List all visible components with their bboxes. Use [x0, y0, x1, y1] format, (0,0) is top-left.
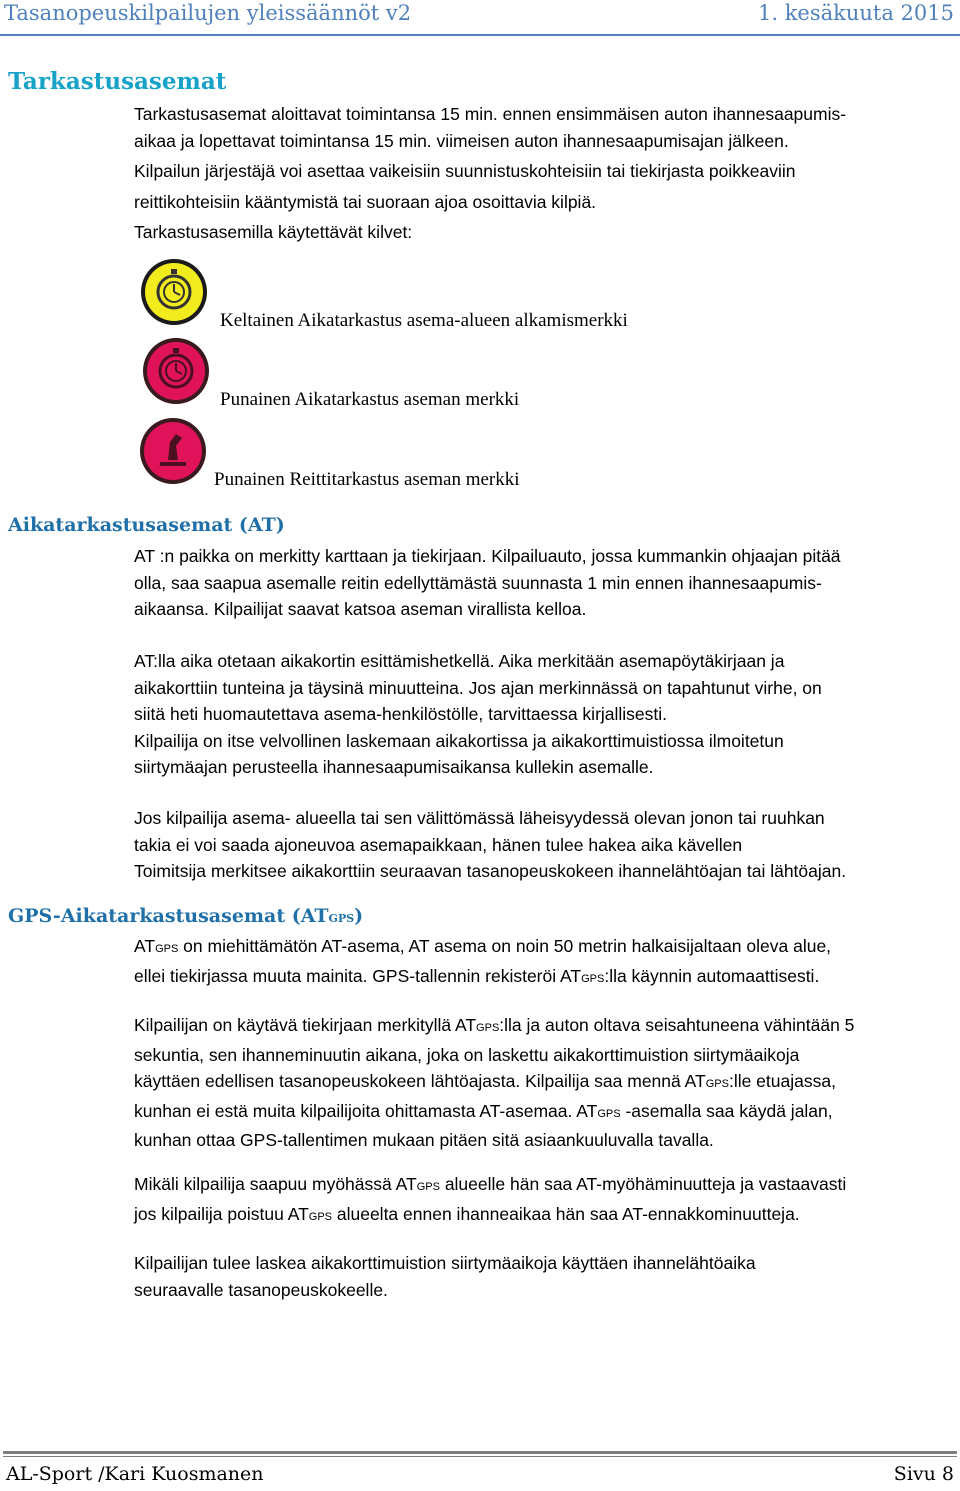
- text-line: siitä heti huomautettava asema-henkilöstölle, tarvittaessa kirjallisesti.: [134, 704, 668, 724]
- red-stamp-sign-icon: [138, 416, 208, 486]
- text-line: [134, 1201, 959, 1231]
- text-line: reittikohteisiin kääntymistä tai suoraan ajoa osoittavia kilpiä.: [134, 191, 597, 212]
- text-line: [134, 1098, 959, 1128]
- text-segment: on miehittämätön AT-asema, AT asema on noin 50 metrin halkaisijaltaan oleva alue,: [178, 936, 832, 956]
- text-segment: :lla käynnin automaattisesti.: [604, 965, 820, 986]
- text-segment: jos kilpailija poistuu AT: [134, 1203, 309, 1224]
- gps-subscript: GPS: [705, 1078, 729, 1090]
- text-line: aikaansa. Kilpailijat saavat katsoa aseman virallista kelloa.: [134, 599, 587, 619]
- text-line: aikaa ja lopettavat toimintansa 15 min. viimeisen auton ihannesaapumisajan jälkeen.: [134, 130, 789, 151]
- footer-author: AL-Sport /Kari Kuosmanen: [6, 1463, 264, 1485]
- sign-caption-yellow: Keltainen Aikatarkastus asema-alueen alkamismerkki: [220, 310, 628, 331]
- text-segment: Mikäli kilpailija saapuu myöhässä AT: [134, 1174, 417, 1194]
- text-segment: kunhan ei estä muita kilpailijoita ohittamasta AT-asemaa. AT: [134, 1100, 598, 1121]
- section2-paragraph-1: [134, 543, 959, 623]
- text-line: takia ei voi saada ajoneuvoa asemapaikkaan, hänen tulee hakea aika kävellen: [134, 834, 743, 855]
- text-line: Jos kilpailija asema- alueella tai sen välittömässä läheisyydessä olevan jonon tai ruuhkan: [134, 808, 825, 828]
- text-line: Kilpailija on itse velvollinen laskemaan aikakortissa ja aikakorttimuistiossa ilmoitetun: [134, 730, 784, 751]
- text-line: kunhan ottaa GPS-tallentimen mukaan pitäen sitä asiaankuuluvalla tavalla.: [134, 1130, 714, 1150]
- sign-caption-red-stamp: Punainen Reittitarkastus aseman merkki: [214, 469, 520, 490]
- section3-paragraph-3: [134, 1171, 959, 1230]
- gps-subscript: GPS: [416, 1181, 440, 1193]
- text-line: seuraavalle tasanopeuskokeelle.: [134, 1279, 388, 1300]
- gps-subscript: GPS: [476, 1022, 500, 1034]
- gps-subscript: GPS: [308, 1210, 332, 1223]
- text-line: Tarkastusasemat aloittavat toimintansa 15 min. ennen ensimmäisen auton ihannesaapumis-: [134, 104, 847, 124]
- text-segment: :lla ja auton oltava seisahtuneena vähintään 5: [499, 1015, 855, 1035]
- header-rule: [0, 34, 960, 36]
- text-segment: alueelle hän saa AT-myöhäminuutteja ja vastaavasti: [439, 1174, 847, 1194]
- yellow-clock-sign-icon: [139, 257, 209, 327]
- text-segment: alueelta ennen ihanneaikaa hän saa AT-ennakkominuutteja.: [332, 1203, 800, 1224]
- footer-rule: [3, 1451, 957, 1454]
- gps-subscript: GPS: [581, 972, 605, 985]
- text-line: Tarkastusasemilla käytettävät kilvet:: [134, 222, 413, 242]
- section-heading-tarkastusasemat: Tarkastusasemat: [8, 68, 227, 95]
- section-heading-gps-aikatarkastusasemat: [8, 905, 363, 927]
- text-line: Toimitsija merkitsee aikakorttiin seuraavan tasanopeuskokeen ihannelähtöajan tai lähtöajan.: [134, 861, 847, 881]
- text-line: olla, saa saapua asemalle reitin edellyttämästä suunnasta 1 min ennen ihannesaapumis-: [134, 572, 822, 593]
- gps-subscript: GPS: [597, 1107, 621, 1120]
- section1-paragraph: [134, 101, 959, 246]
- text-segment: Kilpailijan on käytävä tiekirjaan merkityllä AT: [134, 1015, 477, 1035]
- text-segment: käyttäen edellisen tasanopeuskokeen lähtöajasta. Kilpailija saa mennä AT: [134, 1071, 706, 1091]
- text-segment: ellei tiekirjassa muuta mainita. GPS-tallennin rekisteröi AT: [134, 965, 582, 986]
- footer-rule-thin: [3, 1456, 957, 1457]
- red-clock-sign-icon: [141, 336, 211, 406]
- text-line: sekuntia, sen ihanneminuutin aikana, joka on laskettu aikakorttimuistion siirtymäaikoja: [134, 1044, 800, 1065]
- heading-text: GPS-Aikatarkastusasemat (AT: [8, 905, 329, 927]
- text-line: Kilpailijan tulee laskea aikakorttimuistion siirtymäaikoja käyttäen ihannelähtöaika: [134, 1253, 756, 1273]
- section3-paragraph-4: [134, 1250, 959, 1303]
- heading-subscript: GPS: [328, 912, 355, 925]
- text-line: [134, 963, 959, 993]
- text-line: [134, 933, 959, 963]
- text-line: [134, 1012, 959, 1042]
- text-line: aikakorttiin tunteina ja täysinä minuutteina. Jos ajan merkinnässä on tapahtunut virhe, on: [134, 677, 822, 698]
- section2-paragraph-3: [134, 805, 959, 885]
- document-title: Tasanopeuskilpailujen yleissäännöt v2: [4, 1, 412, 25]
- at-text: AT: [134, 936, 156, 956]
- text-segment: -asemalla saa käydä jalan,: [620, 1100, 833, 1121]
- text-segment: :lle etuajassa,: [728, 1071, 836, 1091]
- text-line: siirtymäajan perusteella ihannesaapumisaikansa kullekin asemalle.: [134, 757, 654, 777]
- text-line: AT :n paikka on merkitty karttaan ja tiekirjaan. Kilpailuauto, jossa kummankin ohjaajan pitää: [134, 546, 841, 566]
- section-heading-aikatarkastusasemat: Aikatarkastusasemat (AT): [8, 514, 285, 536]
- text-line: [134, 1068, 959, 1098]
- sign-caption-red-clock: Punainen Aikatarkastus aseman merkki: [220, 389, 520, 410]
- text-line: AT:lla aika otetaan aikakortin esittämishetkellä. Aika merkitään asemapöytäkirjaan ja: [134, 651, 785, 671]
- footer-page-number: Sivu 8: [893, 1463, 954, 1485]
- section3-paragraph-2: [134, 1012, 959, 1154]
- section3-paragraph-1: [134, 933, 959, 992]
- text-line: [134, 1171, 959, 1201]
- heading-paren: ): [354, 905, 364, 927]
- gps-subscript: GPS: [155, 943, 179, 955]
- text-line: Kilpailun järjestäjä voi asettaa vaikeisiin suunnistuskohteisiin tai tiekirjasta poikkeaviin: [134, 161, 796, 181]
- document-date: 1. kesäkuuta 2015: [757, 1, 954, 25]
- section2-paragraph-2: [134, 648, 959, 781]
